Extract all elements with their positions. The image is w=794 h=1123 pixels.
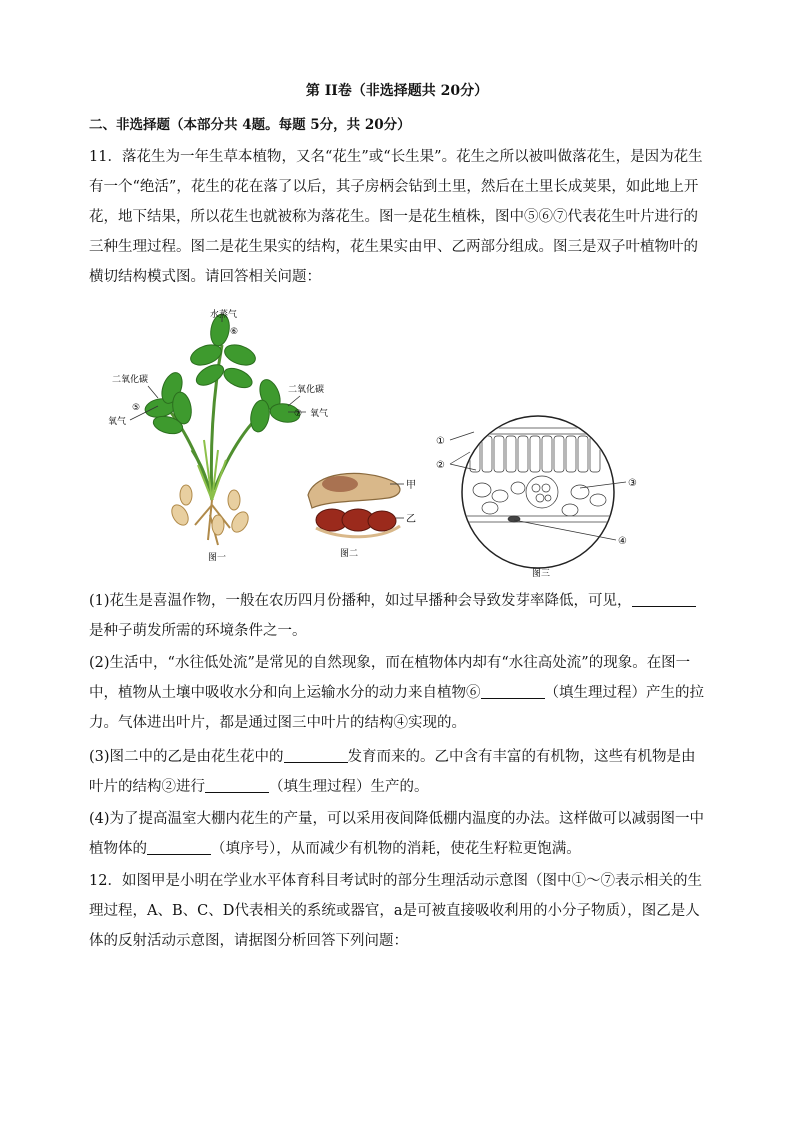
label-co2-left: 二氧化碳 [112,375,149,385]
label-structure-4: ④ [618,536,627,547]
label-o2-left: 氧气 [108,417,127,427]
peanut-shell-jia [308,473,400,508]
label-structure-3: ③ [628,478,637,489]
figure-1-caption: 图一 [208,553,227,563]
figure-3-caption: 图三 [532,569,551,579]
answer-blank-5[interactable] [147,840,211,856]
label-yi: 乙 [406,514,416,525]
question-11-part-3 [89,742,709,802]
label-structure-1: ① [436,436,445,447]
question-11-part-4 [89,804,709,864]
peanut-seeds-yi [316,509,396,531]
vein [526,476,558,508]
part-3-text-a: (3)图二中的乙是由花生花中的 [89,749,284,765]
label-co2-right: 二氧化碳 [288,385,325,395]
label-process-6: ⑥ [230,327,239,337]
answer-blank-4[interactable] [205,778,269,794]
label-process-5: ⑤ [132,403,141,413]
part-title: 第 II卷（非选择题共 20分） [305,83,489,99]
part-3-text-c: （填生理过程）生产的。 [269,779,429,795]
figure-2-caption: 图二 [340,549,359,559]
label-jia: 甲 [406,480,416,491]
part-1-text-a: (1)花生是喜温作物，一般在农历四月份播种，如过早播种会导致发芽率降低，可见， [89,593,632,609]
section-heading: 二、非选择题（本部分共 4题。每题 5分，共 20分） [89,117,411,133]
figure-3-leaf-section [430,412,650,582]
part-1-text-b: 是种子萌发所需的环境条件之一。 [89,623,307,639]
question-11-part-1 [89,586,709,646]
lower-epidermis [460,516,620,522]
answer-blank-1[interactable] [632,592,696,608]
answer-blank-3[interactable] [284,748,348,764]
part-2-text-b: （填生理过程）产生的拉力。气体进出叶片，都是通过图三中叶片的结构④实现的。 [89,685,704,731]
label-structure-2: ② [436,460,445,471]
question-11-part-2 [89,648,709,738]
leaves [144,313,302,437]
answer-blank-2[interactable] [481,684,545,700]
part-3-text-b: 发育而来的。乙中含有丰富的有机物，这些有机物是由叶片的结构②进行 [89,749,696,795]
figure-2-peanut-fruit [300,460,430,560]
question-11-intro: 11．落花生为一年生草本植物，又名“花生”或“长生果”。花生之所以被叫做落花生，是因为花生有一个“绝活”，花生的花在落了以后，其子房柄会钻到土里，然后在土里长成荚果，如此地上开花，地下结果，所以花生也就被称为落花生。图一是花生植株，图中⑤⑥⑦代表花生叶片进行的三种生理过程。图二是花生果实的结构，花生果实由甲、乙两部分组成。图三是双子叶植物叶的横切结构模式图。请回答相关问题： [89,149,703,285]
part-4-text-a: (4)为了提高温室大棚内花生的产量，可以采用夜间降低棚内温度的办法。这样做可以减弱图一中植物体的 [89,811,705,857]
label-process-7: ⑦ [294,409,303,419]
part-4-text-b: （填序号），从而减少有机物的消耗，使花生籽粒更饱满。 [211,841,581,857]
question-12-intro: 12．如图甲是小明在学业水平体育科目考试时的部分生理活动示意图（图中①～⑦表示相关的生理过程，A、B、C、D代表相关的系统或器官，a是可被直接吸收利用的小分子物质），图乙是人体的反射活动示意图，请据图分析回答下列问题： [89,873,702,949]
upper-epidermis [460,428,620,434]
palisade-tissue [470,436,600,472]
part-2-text-a: (2)生活中，“水往低处流”是常见的自然现象，而在植物体内却有“水往高处流”的现象。在图一中，植物从土壤中吸收水分和向上运输水分的动力来自植物⑥ [89,655,691,701]
label-water-vapor: 水蒸气 [210,310,238,320]
label-o2-right: 氧气 [310,409,329,419]
